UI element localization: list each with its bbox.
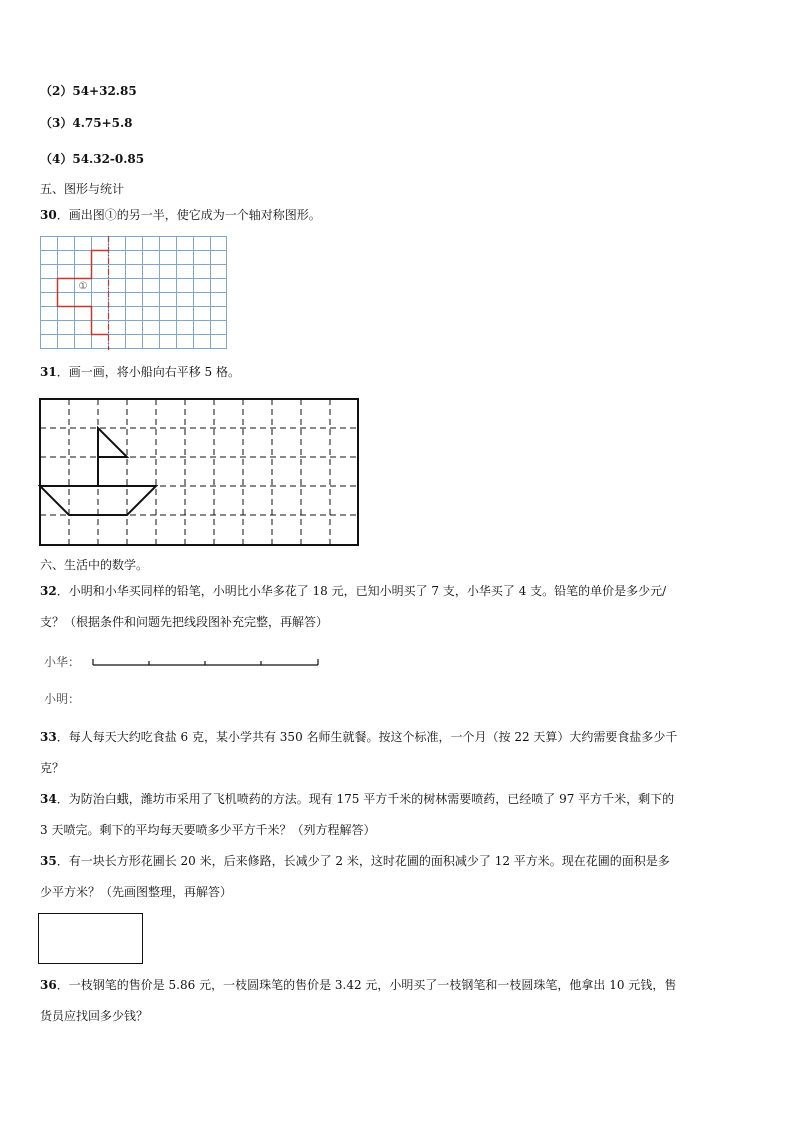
question-text: 每人每天大约吃食盐 6 克，某小学共有 350 名师生就餐。按这个标准，一个月（按 22 天算）大约需要食盐多少千: [68, 730, 678, 744]
question-number: 31: [40, 365, 57, 379]
question-number: 32: [40, 584, 57, 598]
label-xiaohua: 小华：: [44, 655, 81, 669]
question-number: 34: [40, 792, 57, 806]
calc-item-4: （4）54.32-0.85: [40, 152, 145, 166]
label-xiaoming: 小明：: [44, 692, 81, 706]
question-text: 有一块长方形花圃长 20 米，后来修路，长减少了 2 米，这时花圃的面积减少了 12 平方米。现在花圃的面积是多: [68, 854, 670, 868]
shape-label: ①: [78, 281, 88, 292]
calc-item-2: （2）54+32.85: [40, 84, 137, 98]
xiaohua-segment-diagram: [90, 656, 322, 668]
question-text: 为防治白蛾，潍坊市采用了飞机喷药的方法。现有 175 平方千米的树林需要喷药，已经喷了 97 平方千米，剩下的: [68, 792, 675, 806]
question-36-line2: 货员应找回多少钱？: [40, 1009, 149, 1023]
symmetry-grid-figure: [38, 234, 230, 352]
section-heading-5: 五、图形与统计: [40, 182, 125, 196]
boat-grid-figure: [38, 397, 362, 547]
calc-item-3: （3）4.75+5.8: [40, 116, 133, 130]
question-text: 小明和小华买同样的铅笔，小明比小华多花了 18 元，已知小明买了 7 支，小华买了 4 支。铅笔的单价是多少元/: [68, 584, 667, 598]
question-number: 33: [40, 730, 57, 744]
question-36-line1: 36．一枝钢笔的售价是 5.86 元，一枝圆珠笔的售价是 3.42 元，小明买了一枝钢笔和一枝圆珠笔，他拿出 10 元钱，售: [40, 978, 677, 992]
question-33-line2: 克？: [40, 761, 65, 775]
question-35-line1: 35．有一块长方形花圃长 20 米，后来修路，长减少了 2 米，这时花圃的面积减少了 12 平方米。现在花圃的面积是多: [40, 854, 670, 868]
question-text: 画出图①的另一半，使它成为一个轴对称图形。: [68, 208, 321, 222]
drawing-answer-box: [38, 913, 143, 964]
question-30: 30．画出图①的另一半，使它成为一个轴对称图形。: [40, 208, 321, 222]
question-31: 31．画一画，将小船向右平移 5 格。: [40, 365, 240, 379]
question-number: 35: [40, 854, 57, 868]
question-34-line2: 3 天喷完。剩下的平均每天要喷多少平方千米？（列方程解答）: [40, 823, 376, 837]
question-number: 36: [40, 978, 57, 992]
question-33-line1: 33．每人每天大约吃食盐 6 克，某小学共有 350 名师生就餐。按这个标准，一个月（按 22 天算）大约需要食盐多少千: [40, 730, 678, 744]
question-text: 画一画，将小船向右平移 5 格。: [68, 365, 240, 379]
section-heading-6: 六、生活中的数学。: [40, 558, 149, 572]
question-34-line1: 34．为防治白蛾，潍坊市采用了飞机喷药的方法。现有 175 平方千米的树林需要喷药，已经喷了 97 平方千米，剩下的: [40, 792, 675, 806]
question-text: 一枝钢笔的售价是 5.86 元，一枝圆珠笔的售价是 3.42 元，小明买了一枝钢笔和一枝圆珠笔，他拿出 10 元钱，售: [68, 978, 677, 992]
question-32-line1: 32．小明和小华买同样的铅笔，小明比小华多花了 18 元，已知小明买了 7 支，小华买了 4 支。铅笔的单价是多少元/: [40, 584, 667, 598]
question-number: 30: [40, 208, 57, 222]
question-32-line2: 支？（根据条件和问题先把线段图补充完整，再解答）: [40, 615, 329, 629]
question-35-line2: 少平方米？（先画图整理，再解答）: [40, 885, 233, 899]
